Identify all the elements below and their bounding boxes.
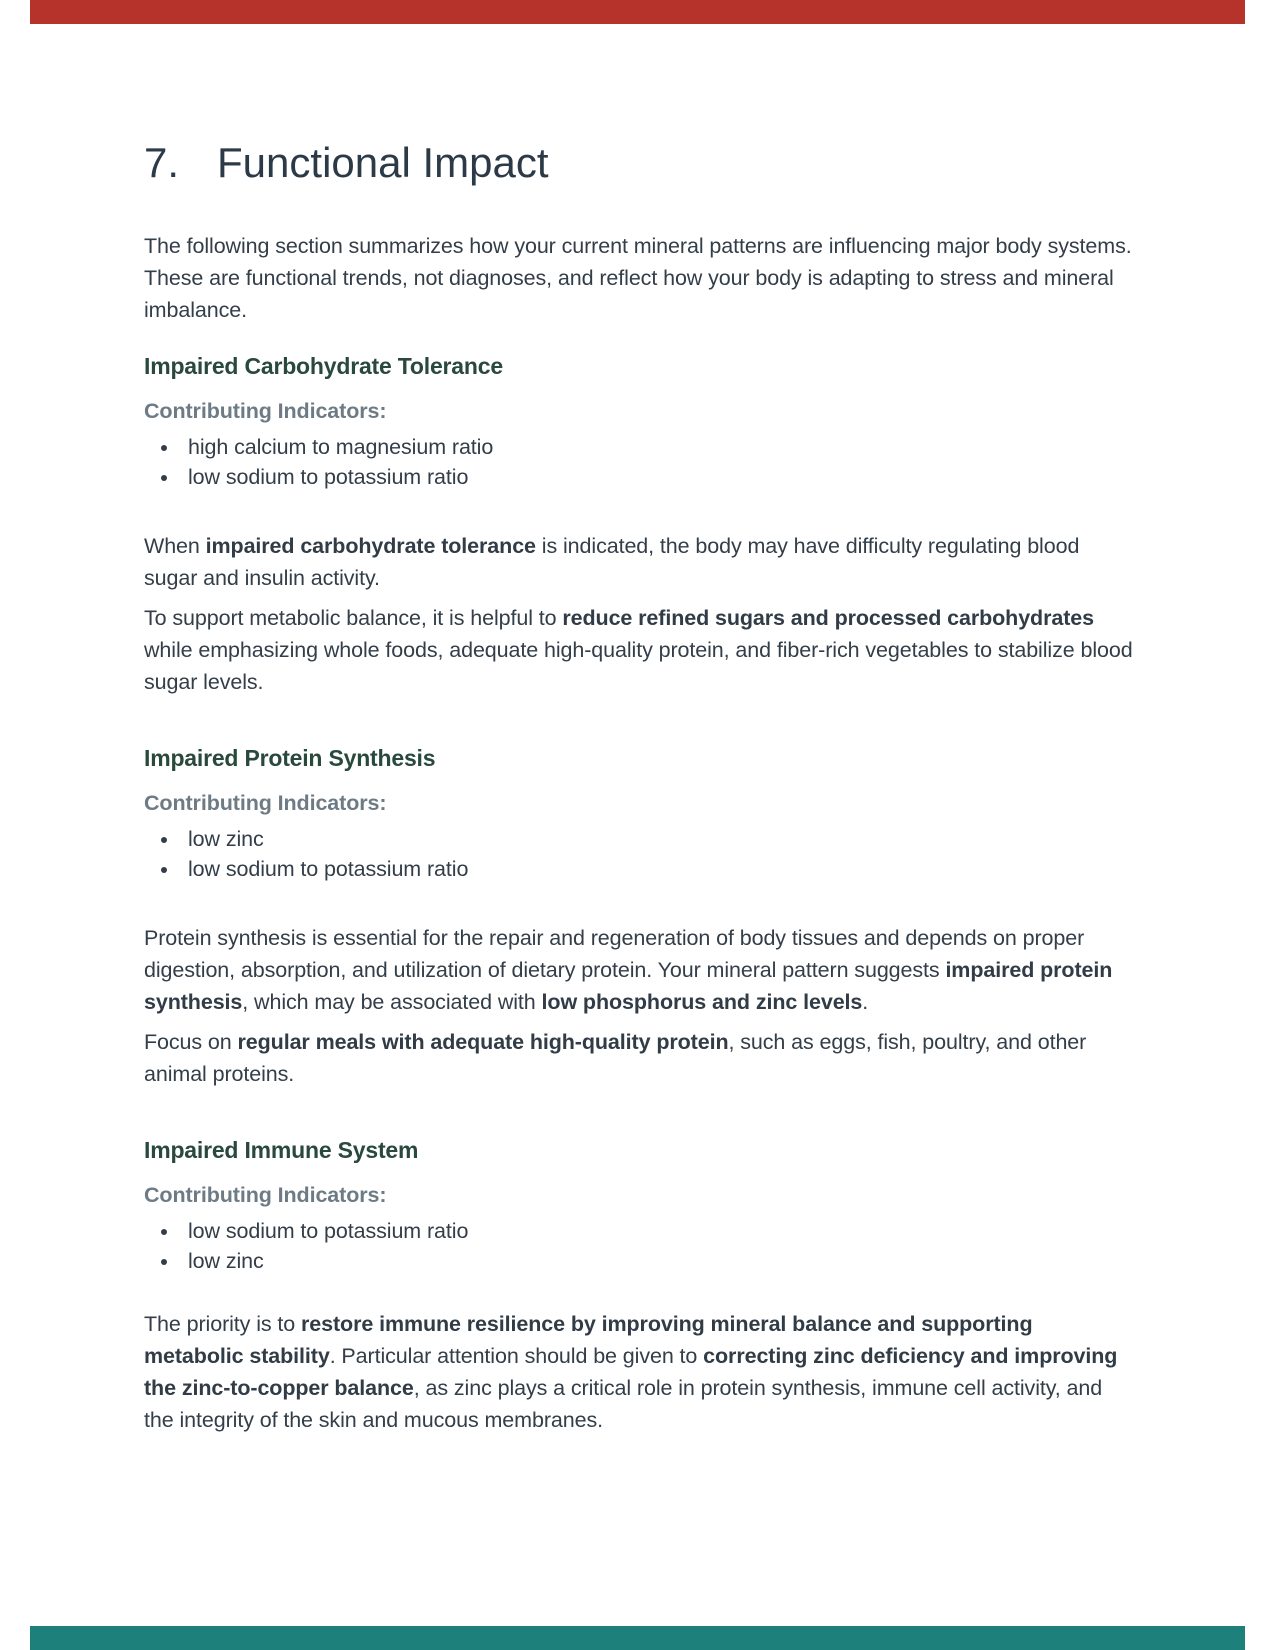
body-paragraph: Focus on regular meals with adequate high-quality protein, such as eggs, fish, poultry, and other animal proteins. bbox=[144, 1030, 1087, 1086]
page-title bbox=[144, 138, 1136, 188]
list-item: • high calcium to magnesium ratio bbox=[180, 432, 1136, 462]
body-paragraph: To support metabolic balance, it is helpful to reduce refined sugars and processed carbohydrates while emphasizing whole foods, adequate high-quality protein, and fiber-rich vegetables to stabilize blood sugar levels. bbox=[144, 606, 1133, 694]
subsection-heading: Impaired Carbohydrate Tolerance bbox=[144, 353, 503, 379]
indicator-list bbox=[144, 824, 1136, 884]
body-paragraph: The priority is to restore immune resilience by improving mineral balance and supporting metabolic stability. Particular attention should be given to correcting zinc deficiency and improving the zinc-to-copper balance, as zinc plays a critical role in protein synthesis, immune cell activity, and the integrity of the skin and mucous membranes. bbox=[144, 1312, 1118, 1432]
subsection-heading: Impaired Protein Synthesis bbox=[144, 745, 436, 771]
subsection-protein-synthesis bbox=[144, 744, 1136, 1090]
list-item: • low zinc bbox=[180, 824, 1136, 854]
contributing-indicators-label: Contributing Indicators: bbox=[144, 399, 387, 423]
subsection-carbohydrate-tolerance bbox=[144, 352, 1136, 698]
body-paragraph: When impaired carbohydrate tolerance is indicated, the body may have difficulty regulating blood sugar and insulin activity. bbox=[144, 534, 1080, 590]
indicator-list bbox=[144, 432, 1136, 492]
subsection-heading: Impaired Immune System bbox=[144, 1137, 419, 1163]
body-paragraph: Protein synthesis is essential for the repair and regeneration of body tissues and depends on proper digestion, absorption, and utilization of dietary protein. Your mineral pattern suggests impaired protein synthesis, which may be associated with low phosphorus and zinc levels. bbox=[144, 926, 1113, 1014]
section-number: 7. bbox=[144, 139, 180, 186]
footer-accent-bar bbox=[30, 1626, 1245, 1650]
list-item: • low zinc bbox=[180, 1246, 1136, 1276]
intro-paragraph: The following section summarizes how your current mineral patterns are influencing major body systems. These are functional trends, not diagnoses, and reflect how your body is adapting to stress and mineral imbalance. bbox=[144, 234, 1132, 322]
contributing-indicators-label: Contributing Indicators: bbox=[144, 1183, 387, 1207]
list-item: • low sodium to potassium ratio bbox=[180, 462, 1136, 492]
contributing-indicators-label: Contributing Indicators: bbox=[144, 791, 387, 815]
list-item: • low sodium to potassium ratio bbox=[180, 854, 1136, 884]
page-content bbox=[144, 0, 1136, 1436]
list-item: • low sodium to potassium ratio bbox=[180, 1216, 1136, 1246]
section-title-text: Functional Impact bbox=[217, 139, 549, 186]
subsection-immune-system bbox=[144, 1136, 1136, 1436]
indicator-list bbox=[144, 1216, 1136, 1276]
